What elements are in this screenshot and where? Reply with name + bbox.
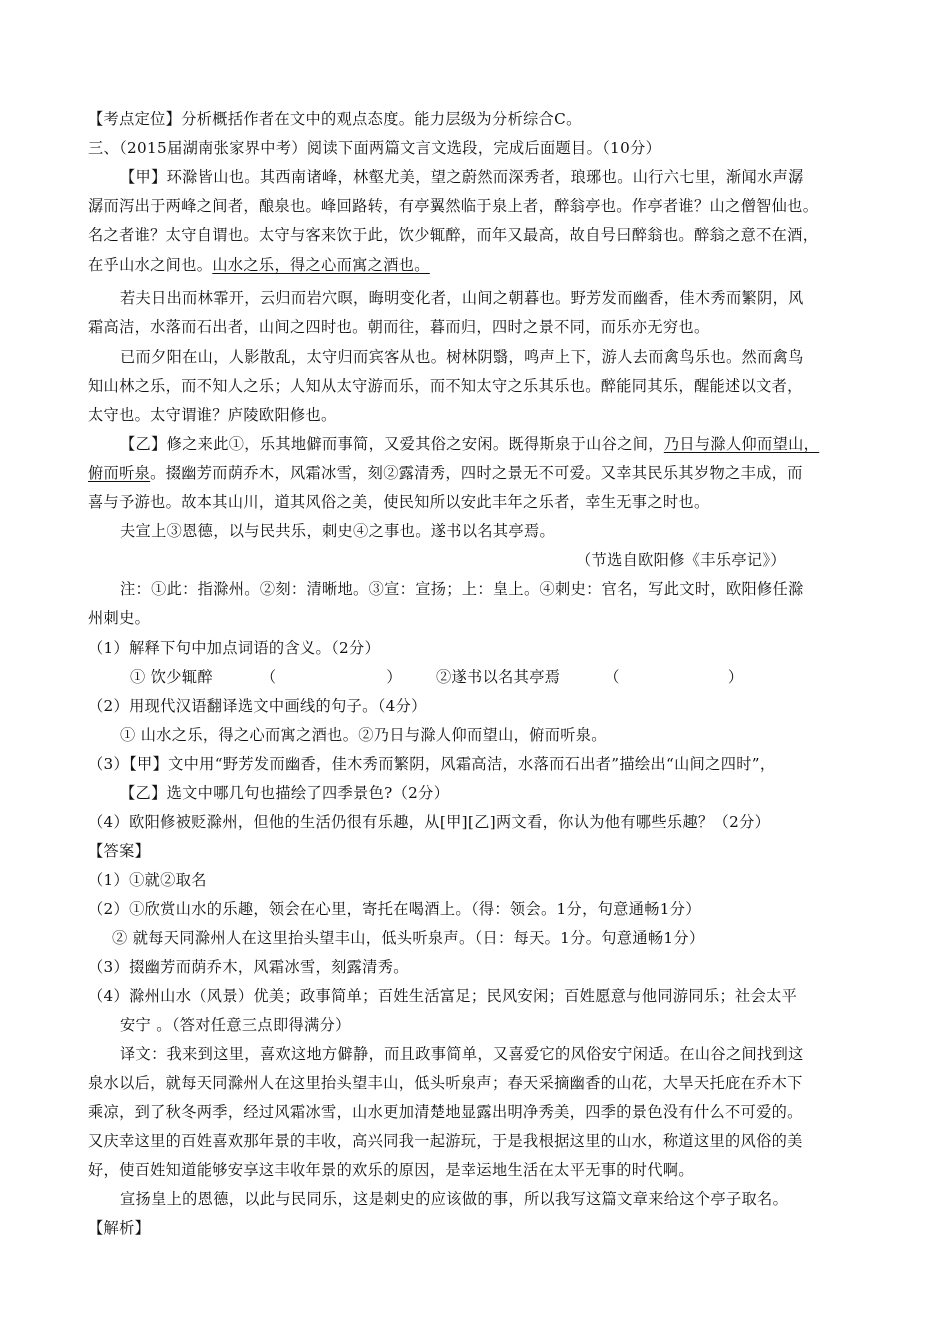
jia-line-1: 【甲】环滁皆山也。其西南诸峰，林壑尤美，望之蔚然而深秀者，琅琊也。山行六七里，渐闻水声潺 <box>120 168 804 186</box>
answer-heading: 【答案】 <box>88 842 151 860</box>
answer-2-line-1: （2）①欣赏山水的乐趣，领会在心里，寄托在喝酒上。（得：领会。1分，句意通畅1分） <box>88 900 701 918</box>
question-4: （4）欧阳修被贬滁州，但他的生活仍很有乐趣，从[甲][乙]两文看，你认为他有哪些乐趣？（2分） <box>88 813 771 831</box>
answer-1: （1）①就②取名 <box>88 871 207 889</box>
jia-line-2: 潺而泻出于两峰之间者，酿泉也。峰回路转，有亭翼然临于泉上者，醉翁亭也。作亭者谁？山之僧智仙也。 <box>88 197 819 215</box>
question-1-items <box>130 666 743 688</box>
q1-item-b: ②遂书以名其亭焉 <box>435 668 561 686</box>
yi-line-2 <box>88 462 803 484</box>
question-3-line-2: 【乙】选文中哪几句也描绘了四季景色?（2分） <box>120 784 450 802</box>
jiexi-heading: 【解析】 <box>88 1219 151 1237</box>
question-3-line-1: （3）【甲】文中用“野芳发而幽香，佳木秀而繁阴，风霜高洁，水落而石出者”描绘出“山间之四时”， <box>88 755 776 773</box>
q1-paren-close-b: ） <box>727 668 744 686</box>
yi-line-1-plain: 【乙】修之来此①，乐其地僻而事简，又爱其俗之安闲。既得斯泉于山谷之间， <box>120 435 664 453</box>
answer-2-line-2: ② 就每天同滁州人在这里抬头望丰山，低头听泉声。（日：每天。1分。句意通畅1分） <box>112 929 705 947</box>
translation-line-2: 泉水以后，就每天同滁州人在这里抬头望丰山，低头听泉声；春天采摘幽香的山花，大旱天托庇在乔木下 <box>88 1074 803 1092</box>
translation-line-5: 好，使百姓知道能够安享这丰收年景的欢乐的原因，是幸运地生活在太平无事的时代啊。 <box>88 1161 694 1179</box>
q1-item-a: ① 饮少辄醉 <box>130 668 213 686</box>
jia-p3-line-1: 已而夕阳在山，人影散乱，太守归而宾客从也。树林阴翳，鸣声上下，游人去而禽鸟乐也。然而禽鸟 <box>120 348 804 366</box>
question-2-items: ① 山水之乐，得之心而寓之酒也。②乃日与滁人仰而望山，俯而听泉。 <box>120 726 607 744</box>
translation-line-4: 又庆幸这里的百姓喜欢那年景的丰收，高兴同我一起游玩，于是我根据这里的山水，称道这里的风俗的美 <box>88 1132 803 1150</box>
answer-4-line-2: 安宁 。（答对任意三点即得满分） <box>120 1016 351 1034</box>
yi-line-3: 喜与予游也。故本其山川，道其风俗之美，使民知所以安此丰年之乐者，幸生无事之时也。 <box>88 493 710 511</box>
kaodian-line: 【考点定位】分析概括作者在文中的观点态度。能力层级为分析综合C。 <box>88 110 582 128</box>
jia-line-4-plain: 在乎山水之间也。 <box>88 256 213 274</box>
yi-line-2-plain: 。掇幽芳而荫乔木，风霜冰雪，刻②露清秀，四时之景无不可爱。又幸其民乐其岁物之丰成，而 <box>150 464 803 482</box>
yi-underlined-part-1: 乃日与滁人仰而望山， <box>663 435 820 453</box>
q1-paren-close-a: ） <box>386 668 402 686</box>
yi-line-1 <box>120 433 819 455</box>
translation-line-3: 乘凉，到了秋冬两季，经过风霜冰雪，山水更加清楚地显露出明净秀美，四季的景色没有什么不可爱的。 <box>88 1103 803 1121</box>
question-2: （2）用现代汉语翻译选文中画线的句子。（4分） <box>88 697 427 715</box>
answer-3: （3）掇幽芳而荫乔木，风霜冰雪，刻露清秀。 <box>88 958 409 976</box>
notes-line-2: 州刺史。 <box>88 609 151 627</box>
q1-paren-open-b: （ <box>604 668 620 686</box>
section-heading: 三、（2015届湖南张家界中考）阅读下面两篇文言文选段，完成后面题目。（10分） <box>88 139 662 157</box>
q1-paren-open-a: （ <box>260 668 277 686</box>
notes-line-1: 注：①此：指滁州。②刻：清晰地。③宣：宣扬；上：皇上。④刺史：官名，写此文时，欧阳修任滁 <box>120 580 804 598</box>
jia-p2-line-2: 霜高洁，水落而石出者，山间之四时也。朝而往，暮而归，四时之景不同，而乐亦无穷也。 <box>88 318 710 336</box>
translation-line-1: 译文：我来到这里，喜欢这地方僻静，而且政事简单，又喜爱它的风俗安宁闲适。在山谷之间找到这 <box>120 1045 804 1063</box>
jia-line-4 <box>88 254 430 276</box>
answer-4-line-1: （4）滁州山水（风景）优美；政事简单；百姓生活富足；民风安闲；百姓愿意与他同游同乐；社会太平 <box>88 987 798 1005</box>
jia-p2-line-1: 若夫日出而林霏开，云归而岩穴暝，晦明变化者，山间之朝暮也。野芳发而幽香，佳木秀而繁阴，风 <box>120 289 804 307</box>
translation-line-6: 宣扬皇上的恩德，以此与民同乐，这是刺史的应该做的事，所以我写这篇文章来给这个亭子取名。 <box>120 1190 789 1208</box>
jia-line-3: 名之者谁？太守自谓也。太守与客来饮于此，饮少辄醉，而年又最高，故自号曰醉翁也。醉翁之意不在酒， <box>88 226 819 244</box>
jia-p3-line-3: 太守也。太守谓谁？庐陵欧阳修也。 <box>88 406 337 424</box>
question-1: （1）解释下句中加点词语的含义。（2分） <box>88 639 381 657</box>
yi-underlined-part-2: 俯而听泉 <box>88 464 151 482</box>
yi-source: （节选自欧阳修《丰乐亭记》） <box>576 551 786 569</box>
jia-underlined-sentence: 山水之乐，得之心而寓之酒也。 <box>212 256 430 274</box>
jia-p3-line-2: 知山林之乐，而不知人之乐；人知从太守游而乐，而不知太守之乐其乐也。醉能同其乐，醒能述以文者， <box>88 377 803 395</box>
yi-line-4: 夫宣上③恩德，以与民共乐，刺史④之事也。遂书以名其亭焉。 <box>120 522 556 540</box>
